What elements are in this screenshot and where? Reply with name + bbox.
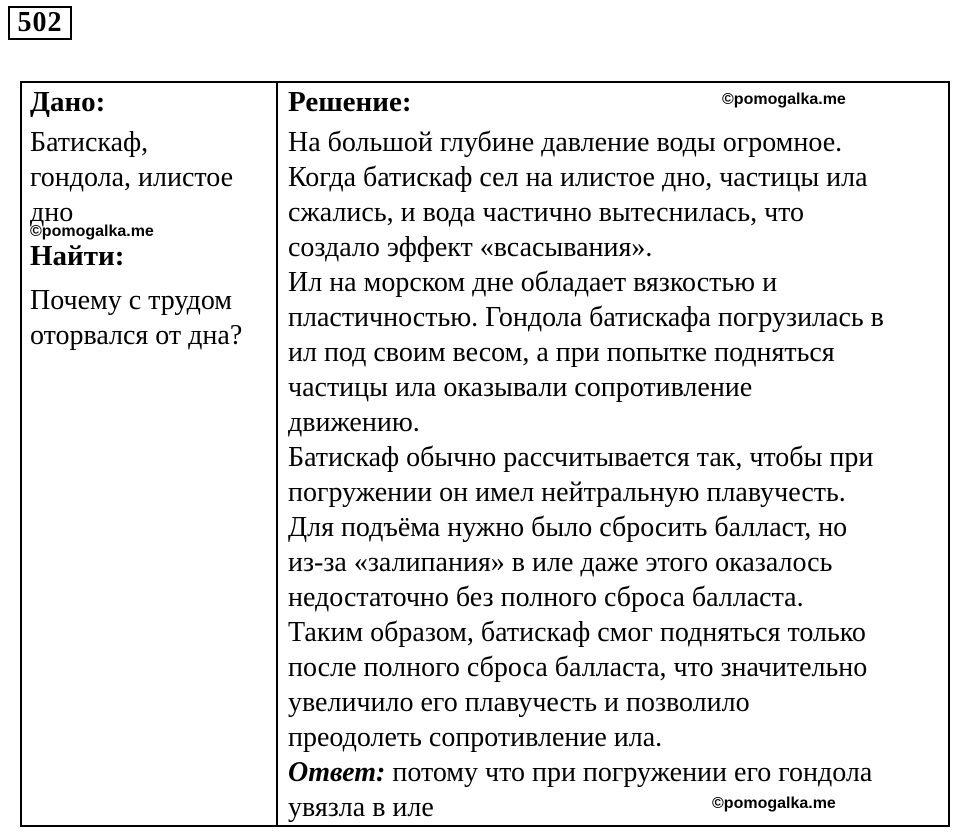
solution-line: сжались, и вода частично вытеснилась, что xyxy=(288,197,805,228)
given-line: гондола, илистое xyxy=(30,162,234,193)
find-text xyxy=(30,283,274,353)
solution-line: преодолеть сопротивление ила. xyxy=(288,722,663,753)
solution-line: пластичностью. Гондола батискафа погрузилась в xyxy=(288,302,884,333)
solution-line: движению. xyxy=(288,407,420,438)
solution-line: ил под своим весом, а при попытке подняться xyxy=(288,337,835,368)
find-line: Почему с трудом xyxy=(30,285,233,316)
solution-line: Батискаф обычно рассчитывается так, чтобы при xyxy=(288,442,874,473)
given-line: дно xyxy=(30,197,74,228)
solution-line: создало эффект «всасывания». xyxy=(288,232,653,263)
solution-line: недостаточно без полного сброса балласта. xyxy=(288,582,804,613)
solution-line: На большой глубине давление воды огромное. xyxy=(288,127,843,158)
find-heading: Найти: xyxy=(30,240,125,272)
answer-label: Ответ: xyxy=(288,757,386,788)
answer-line xyxy=(288,755,948,790)
watermark-bottom: ©pomogalka.me xyxy=(712,795,836,812)
solution-line: Когда батискаф сел на илистое дно, частицы ила xyxy=(288,162,868,193)
watermark-left: ©pomogalka.me xyxy=(30,223,154,240)
solution-heading: Решение: xyxy=(288,86,412,118)
given-heading: Дано: xyxy=(30,86,106,118)
problem-number: 502 xyxy=(8,6,72,40)
solution-line: Для подъёма нужно было сбросить балласт, но xyxy=(288,512,848,543)
solution-line: Таким образом, батискаф смог подняться только xyxy=(288,617,866,648)
solution-line: увеличило его плавучесть и позволило xyxy=(288,687,750,718)
solution-line: Ил на морском дне обладает вязкостью и xyxy=(288,267,778,298)
given-text xyxy=(30,125,274,230)
column-divider xyxy=(276,83,278,825)
find-line: оторвался от дна? xyxy=(30,320,243,351)
answer-text: потому что при погружении его гондола xyxy=(385,757,873,788)
solution-line: частицы ила оказывали сопротивление xyxy=(288,372,753,403)
solution-text xyxy=(288,125,948,825)
answer-line-2: увязла в иле xyxy=(288,792,434,823)
solution-line: из-за «залипания» в иле даже этого оказалось xyxy=(288,547,833,578)
solution-line: после полного сброса балласта, что значительно xyxy=(288,652,868,683)
solution-table xyxy=(20,81,950,827)
solution-line: погружении он имел нейтральную плавучесть. xyxy=(288,477,846,508)
given-line: Батискаф, xyxy=(30,127,149,158)
watermark-top: ©pomogalka.me xyxy=(722,91,846,108)
